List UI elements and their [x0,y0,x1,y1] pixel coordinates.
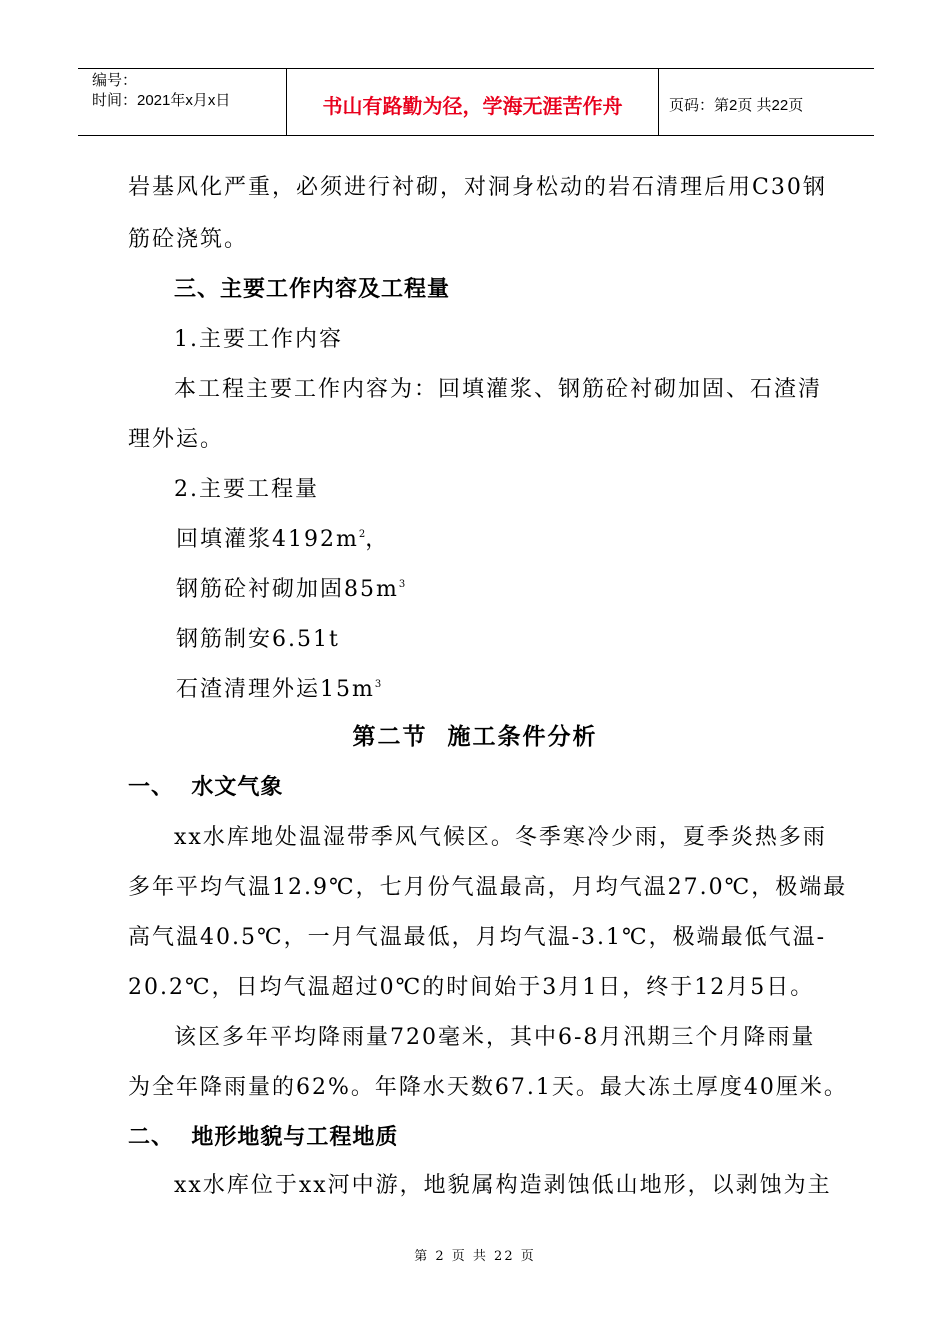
quantity-item [176,572,405,603]
quantity-text: 石渣清理外运15m [176,677,375,702]
paragraph-line: xx水库地处温湿带季风气候区。冬季寒冷少雨，夏季炎热多雨 [174,825,827,850]
quantity-item [176,522,389,553]
paragraph-line: 本工程主要工作内容为：回填灌浆、钢筋砼衬砌加固、石渣清 [174,377,823,402]
unit-exponent: 3 [398,579,406,590]
quantity-text: 回填灌浆4192m [176,527,359,552]
document-time-label: 时间：2021年x月x日 [92,92,231,109]
header-slogan: 书山有路勤为径，学海无涯苦作舟 [286,69,659,135]
section-title: 第二节 施工条件分析 [352,724,598,750]
paragraph-line: 高气温40.5℃，一月气温最低，月均气温-3.1℃，极端最低气温- [128,925,827,950]
header-page-info: 页码：第2页 共22页 [669,96,804,114]
page-footer: 第 2 页 共 22 页 [414,1249,536,1264]
paragraph-line: 该区多年平均降雨量720毫米，其中6-8月汛期三个月降雨量 [174,1025,816,1050]
paragraph-line: 为全年降雨量的62%。年降水天数67.1天。最大冻土厚度40厘米。 [128,1075,848,1100]
document-number-label: 编号： [92,72,138,89]
quantity-item [176,672,381,703]
header-meta [78,69,286,135]
unit-exponent: 3 [374,679,382,690]
paragraph-line: 筋砼浇筑。 [128,227,249,252]
page-header [78,68,874,136]
unit-exponent: 2 [358,529,366,540]
paragraph-line: 岩基风化严重，必须进行衬砌，对洞身松动的岩石清理后用C30钢 [128,175,827,200]
paragraph-line: xx水库位于xx河中游，地貌属构造剥蚀低山地形，以剥蚀为主 [174,1173,832,1198]
paragraph-line: 理外运。 [128,427,225,452]
section-heading: 二、 地形地貌与工程地质 [128,1125,399,1150]
section-heading: 一、 水文气象 [128,775,284,800]
quantity-item [176,622,340,653]
paragraph-line: 多年平均气温12.9℃，七月份气温最高，月均气温27.0℃，极端最 [128,875,848,900]
quantity-tail: ， [365,527,390,552]
quantity-text: 钢筋制安6.51t [176,627,340,652]
subsection-heading: 1.主要工作内容 [174,327,343,352]
section-heading: 三、主要工作内容及工程量 [174,277,451,302]
quantity-text: 钢筋砼衬砌加固85m [176,577,399,602]
subsection-heading: 2.主要工程量 [174,477,319,502]
paragraph-line: 20.2℃，日均气温超过0℃的时间始于3月1日，终于12月5日。 [128,975,815,1000]
